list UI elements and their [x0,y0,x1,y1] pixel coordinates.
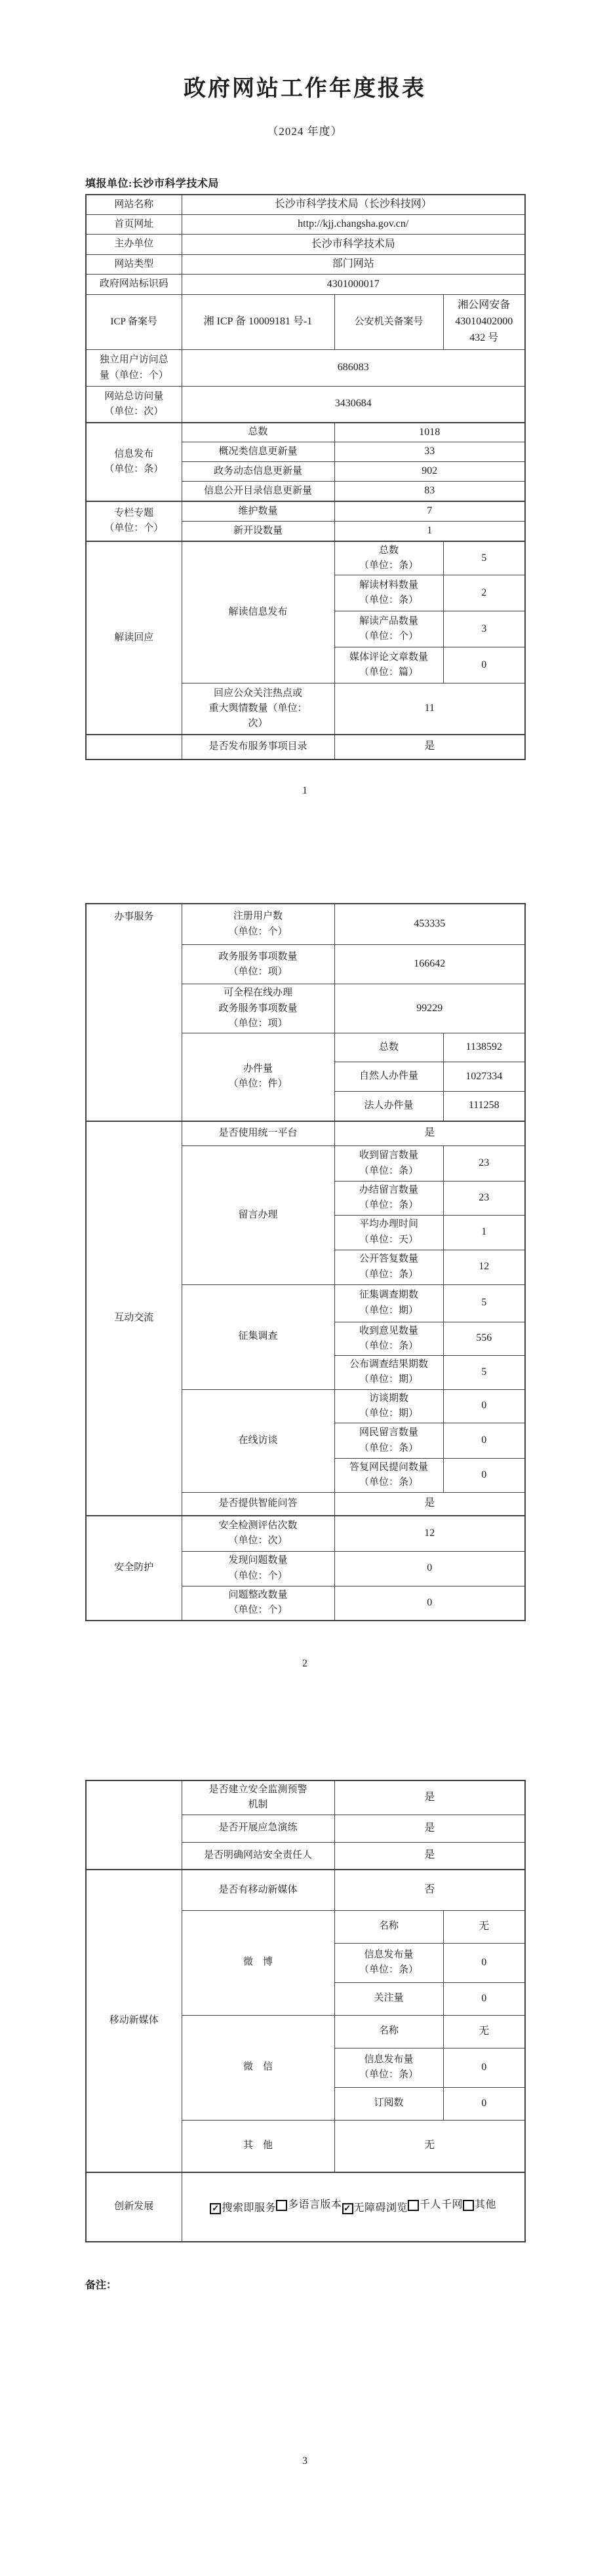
group-label-cell: 互动交流 [86,1121,182,1516]
label-cell: 总数 （单位：条） [334,541,443,575]
label-cell: 订阅数 [334,2087,443,2120]
table-row [86,1121,525,1146]
value-cell: 4301000017 [182,275,525,295]
checkbox-unchecked-icon [276,2200,287,2211]
label-cell: 维护数量 [182,501,334,521]
innovation-options-cell [182,2172,525,2242]
value-cell: http://kjj.changsha.gov.cn/ [182,215,525,235]
label-cell: ICP 备案号 [86,295,182,350]
label-cell: 名称 [334,2015,443,2048]
report-title: 政府网站工作年度报表 [184,77,426,101]
table-page-2-container [85,903,524,1621]
table-row [86,387,525,423]
value-cell: 0 [443,1943,525,1982]
innovation-option-label: 千人千网 [420,2199,463,2211]
value-cell: 5 [443,1284,525,1322]
label-cell: 是否发布服务事项目录 [182,735,334,759]
group-label-cell: 信息发布 （单位：条） [86,423,182,502]
label-cell: 其 他 [182,2120,334,2172]
table-row [86,295,525,350]
table-row [86,350,525,387]
table-row [86,195,525,215]
value-cell: 1138592 [443,1033,525,1062]
label-cell: 平均办理时间 （单位：天） [334,1215,443,1250]
report-year-subtitle: （2024 年度） [267,125,343,138]
value-cell: 0 [334,1551,525,1586]
table-row [86,735,525,759]
label-cell: 办件量 （单位：件） [182,1033,334,1121]
label-cell: 是否有移动新媒体 [182,1870,334,1910]
label-cell: 信息发布量 （单位：条） [334,2048,443,2087]
label-cell: 概况类信息更新量 [182,442,334,462]
value-cell: 0 [443,1389,525,1423]
group-label-cell: 安全防护 [86,1516,182,1621]
value-cell: 0 [443,2087,525,2120]
table-page-1-container [85,194,524,760]
value-cell: 无 [443,2015,525,2048]
table-row [86,1516,525,1551]
value-cell: 23 [443,1146,525,1182]
value-cell: 湘公网安备 43010402000 432 号 [443,295,525,350]
group-label-cell: 移动新媒体 [86,1870,182,2172]
value-cell: 7 [334,501,525,521]
value-cell: 是 [334,1815,525,1842]
label-cell: 注册用户数 （单位：个） [182,904,334,945]
page-number: 2 [302,1658,307,1670]
label-cell: 解读产品数量 （单位：个） [334,611,443,647]
notes-label: 备注： [85,2280,117,2292]
value-cell: 否 [334,1870,525,1910]
value-cell: 长沙市科学技术局（长沙科技网） [182,195,525,215]
label-cell: 解读材料数量 （单位：条） [334,575,443,611]
table-row [86,1870,525,1910]
value-cell: 83 [334,482,525,501]
label-cell: 微 博 [182,1910,334,2015]
checkbox-unchecked-icon [463,2200,474,2211]
value-cell: 0 [334,1586,525,1621]
value-cell: 是 [334,735,525,759]
group-label-cell: 办事服务 [86,904,182,1121]
innovation-option-label: 无障碍浏览 [353,2202,408,2214]
label-cell: 公布调查结果期数 （单位：期） [334,1356,443,1390]
label-cell: 网站类型 [86,255,182,275]
innovation-option-label: 多语言版本 [287,2199,342,2211]
value-cell: 是 [334,1842,525,1870]
label-cell: 是否明确网站安全责任人 [182,1842,334,1870]
label-cell: 微 信 [182,2015,334,2120]
innovation-option-label: 其他 [475,2199,497,2211]
reporting-unit-label: 填报单位:长沙市科学技术局 [85,178,219,189]
table-row [86,235,525,255]
value-cell: 12 [334,1516,525,1551]
label-cell: 首页网址 [86,215,182,235]
table-row [86,904,525,945]
label-cell: 总数 [182,423,334,442]
label-cell: 信息发布量 （单位：条） [334,1943,443,1982]
table-row [86,215,525,235]
label-cell: 征集调查期数 （单位：期） [334,1284,443,1322]
table-row [86,1780,525,1815]
label-cell: 名称 [334,1910,443,1943]
value-cell: 3430684 [182,387,525,423]
innovation-option-label: 搜索即服务 [222,2202,276,2214]
label-cell: 访谈期数 （单位：期） [334,1389,443,1423]
value-cell: 12 [443,1250,525,1284]
value-cell: 33 [334,442,525,462]
label-cell: 收到留言数量 （单位：条） [334,1146,443,1182]
group-label-cell: 创新发展 [86,2172,182,2242]
innovation-option [276,2197,342,2214]
empty-cell [86,1780,182,1870]
value-cell: 1 [334,521,525,541]
value-cell: 无 [443,1910,525,1943]
label-cell: 信息公开目录信息更新量 [182,482,334,501]
label-cell: 关注量 [334,1982,443,2015]
label-cell: 回应公众关注热点或 重大舆情数量（单位： 次） [182,683,334,735]
value-cell: 1027334 [443,1062,525,1092]
value-cell: 0 [443,1423,525,1459]
label-cell: 媒体评论文章数量 （单位：篇） [334,647,443,683]
table-row [86,501,525,521]
innovation-option [408,2197,463,2214]
value-cell: 556 [443,1322,525,1356]
value-cell: 是 [334,1492,525,1516]
value-cell: 1 [443,1215,525,1250]
label-cell: 发现问题数量 （单位：个） [182,1551,334,1586]
value-cell: 902 [334,462,525,482]
label-cell: 法人办件量 [334,1092,443,1121]
label-cell: 征集调查 [182,1284,334,1389]
label-cell: 是否建立安全监测预警 机制 [182,1780,334,1815]
label-cell: 是否使用统一平台 [182,1121,334,1146]
annual-report-table-page-1 [85,194,526,760]
label-cell: 解读信息发布 [182,541,334,683]
value-cell: 无 [334,2120,525,2172]
value-cell: 5 [443,541,525,575]
label-cell: 是否提供智能问答 [182,1492,334,1516]
page-number: 1 [302,784,307,796]
label-cell: 是否开展应急演练 [182,1815,334,1842]
label-cell: 公安机关备案号 [334,295,443,350]
value-cell: 长沙市科学技术局 [182,235,525,255]
empty-cell [86,735,182,759]
value-cell: 111258 [443,1092,525,1121]
value-cell: 3 [443,611,525,647]
table-page-3-container [85,1780,524,2242]
checkbox-checked-icon: ✓ [342,2203,353,2214]
label-cell: 网站总访问量 （单位：次） [86,387,182,423]
value-cell: 453335 [334,904,525,945]
value-cell: 686083 [182,350,525,387]
report-document [0,73,590,2539]
label-cell: 主办单位 [86,235,182,255]
value-cell: 11 [334,683,525,735]
page-number: 3 [302,2455,307,2467]
checkbox-unchecked-icon [408,2200,419,2211]
label-cell: 办结留言数量 （单位：条） [334,1182,443,1216]
label-cell: 政务动态信息更新量 [182,462,334,482]
value-cell: 0 [443,1459,525,1493]
value-cell: 2 [443,575,525,611]
value-cell: 5 [443,1356,525,1390]
value-cell: 166642 [334,945,525,984]
table-row [86,255,525,275]
label-cell: 收到意见数量 （单位：条） [334,1322,443,1356]
value-cell: 0 [443,647,525,683]
annual-report-table-page-3 [85,1780,526,2242]
label-cell: 政府网站标识码 [86,275,182,295]
value-cell: 99229 [334,984,525,1033]
value-cell: 1018 [334,423,525,442]
label-cell: 总数 [334,1033,443,1062]
label-cell: 问题整改数量 （单位：个） [182,1586,334,1621]
value-cell: 部门网站 [182,255,525,275]
label-cell: 自然人办件量 [334,1062,443,1092]
label-cell: 留言办理 [182,1146,334,1285]
label-cell: 在线访谈 [182,1389,334,1492]
value-cell: 0 [443,2048,525,2087]
label-cell: 网站名称 [86,195,182,215]
table-row [86,2172,525,2242]
table-row [86,275,525,295]
innovation-option [463,2197,496,2214]
value-cell: 0 [443,1982,525,2015]
table-row [86,541,525,575]
label-cell: 公开答复数量 （单位：条） [334,1250,443,1284]
checkbox-checked-icon: ✓ [210,2203,221,2214]
label-cell: 答复网民提问数量 （单位：条） [334,1459,443,1493]
group-label-cell: 解读回应 [86,541,182,735]
value-cell: 湘 ICP 备 10009181 号-1 [182,295,334,350]
table-row [86,423,525,442]
value-cell: 23 [443,1182,525,1216]
innovation-option [342,2201,408,2217]
label-cell: 独立用户访问总 量（单位：个） [86,350,182,387]
group-label-cell: 专栏专题 （单位：个） [86,501,182,541]
value-cell: 是 [334,1121,525,1146]
value-cell: 是 [334,1780,525,1815]
label-cell: 政务服务事项数量 （单位：项） [182,945,334,984]
label-cell: 新开设数量 [182,521,334,541]
label-cell: 安全检测评估次数 （单位：次） [182,1516,334,1551]
annual-report-table-page-2 [85,903,526,1621]
innovation-option [210,2201,276,2217]
label-cell: 网民留言数量 （单位：条） [334,1423,443,1459]
label-cell: 可全程在线办理 政务服务事项数量 （单位：项） [182,984,334,1033]
